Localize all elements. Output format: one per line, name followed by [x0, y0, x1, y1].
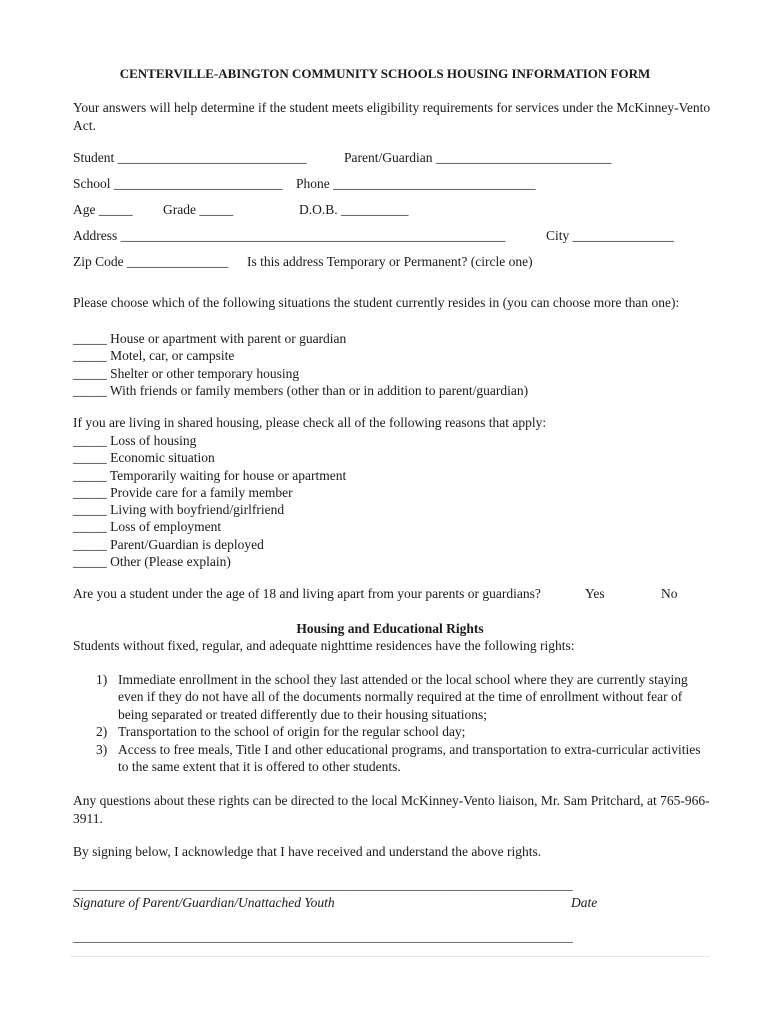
rights-list	[73, 671, 713, 775]
signature-label: Signature of Parent/Guardian/Unattached Youth	[73, 895, 335, 910]
situation-option[interactable]: _____ Motel, car, or campsite	[73, 348, 235, 364]
situation-option[interactable]: _____ With friends or family members (other than or in addition to parent/guardian)	[73, 382, 529, 398]
rights-item-text: Transportation to the school of origin for the regular school day;	[118, 724, 466, 740]
acknowledge-text: By signing below, I acknowledge that I have received and understand the above rights.	[73, 844, 542, 859]
city-field[interactable]: City _______________	[546, 228, 674, 243]
rights-intro: Students without fixed, regular, and adequate nighttime residences have the following rights:	[73, 638, 575, 653]
contact-text: Any questions about these rights can be directed to the local McKinney-Vento liaison, Mr. Sam Pritchard, at 765-966-3911.	[73, 793, 710, 826]
dob-field[interactable]: D.O.B. __________	[299, 202, 409, 217]
rights-item	[73, 741, 713, 776]
rights-item-number: 1)	[96, 672, 108, 687]
situations-prompt: Please choose which of the following situations the student currently resides in (you can choose more than one):	[73, 295, 680, 310]
shared-housing-list	[73, 432, 346, 570]
rights-heading: Housing and Educational Rights	[296, 621, 484, 636]
reason-option[interactable]: _____ Provide care for a family member	[73, 484, 293, 500]
age-field[interactable]: Age _____	[73, 202, 133, 217]
no-option[interactable]: No	[661, 586, 678, 601]
reason-option[interactable]: _____ Other (Please explain)	[73, 554, 231, 570]
parent-guardian-field[interactable]: Parent/Guardian __________________________	[344, 150, 612, 165]
rights-item	[73, 723, 713, 740]
reason-option[interactable]: _____ Parent/Guardian is deployed	[73, 536, 264, 552]
situation-option[interactable]: _____ Shelter or other temporary housing	[73, 365, 300, 381]
phone-field[interactable]: Phone ______________________________	[296, 176, 536, 191]
address-field[interactable]: Address _________________________________________________________	[73, 228, 506, 243]
rights-item-text: Immediate enrollment in the school they last attended or the local school where they are currently staying even if they do not have all of the documents normally required at the time of enrollment without fear of being separated or treated differently due to their housing situations;	[118, 672, 688, 722]
reason-option[interactable]: _____ Living with boyfriend/girlfriend	[73, 502, 285, 518]
situations-list	[73, 330, 528, 399]
reason-option[interactable]: _____ Temporarily waiting for house or apartment	[73, 467, 347, 483]
under18-question: Are you a student under the age of 18 and living apart from your parents or guardians?	[73, 586, 541, 601]
temp-perm-question: Is this address Temporary or Permanent? (circle one)	[247, 254, 533, 269]
student-field[interactable]: Student ____________________________	[73, 150, 307, 165]
grade-field[interactable]: Grade _____	[163, 202, 234, 217]
form-title: CENTERVILLE-ABINGTON COMMUNITY SCHOOLS HOUSING INFORMATION FORM	[119, 66, 651, 81]
yes-option[interactable]: Yes	[585, 586, 605, 601]
rights-item-number: 2)	[96, 724, 108, 740]
reason-option[interactable]: _____ Loss of employment	[73, 519, 222, 535]
rights-item-number: 3)	[96, 741, 108, 757]
intro-text: Your answers will help determine if the student meets eligibility requirements for services under the McKinney-Vento Act.	[73, 100, 711, 133]
reason-option[interactable]: _____ Loss of housing	[73, 433, 197, 448]
shared-housing-prompt: If you are living in shared housing, please check all of the following reasons that apply:	[73, 415, 547, 430]
situation-option[interactable]: _____ House or apartment with parent or guardian	[73, 331, 347, 346]
reason-option[interactable]: _____ Economic situation	[73, 450, 215, 466]
school-field[interactable]: School _________________________	[73, 176, 283, 191]
zip-field[interactable]: Zip Code _______________	[73, 254, 229, 269]
signature-line[interactable]: __________________________________________________________________________________	[73, 878, 573, 892]
rights-item	[73, 671, 713, 723]
page-divider	[70, 956, 710, 957]
rights-item-text: Access to free meals, Title I and other educational programs, and transportation to extra-curricular activities to the same extent that it is offered to other students.	[118, 741, 701, 775]
date-label: Date	[571, 895, 598, 910]
second-signature-line[interactable]: __________________________________________________________________________________	[73, 930, 573, 944]
